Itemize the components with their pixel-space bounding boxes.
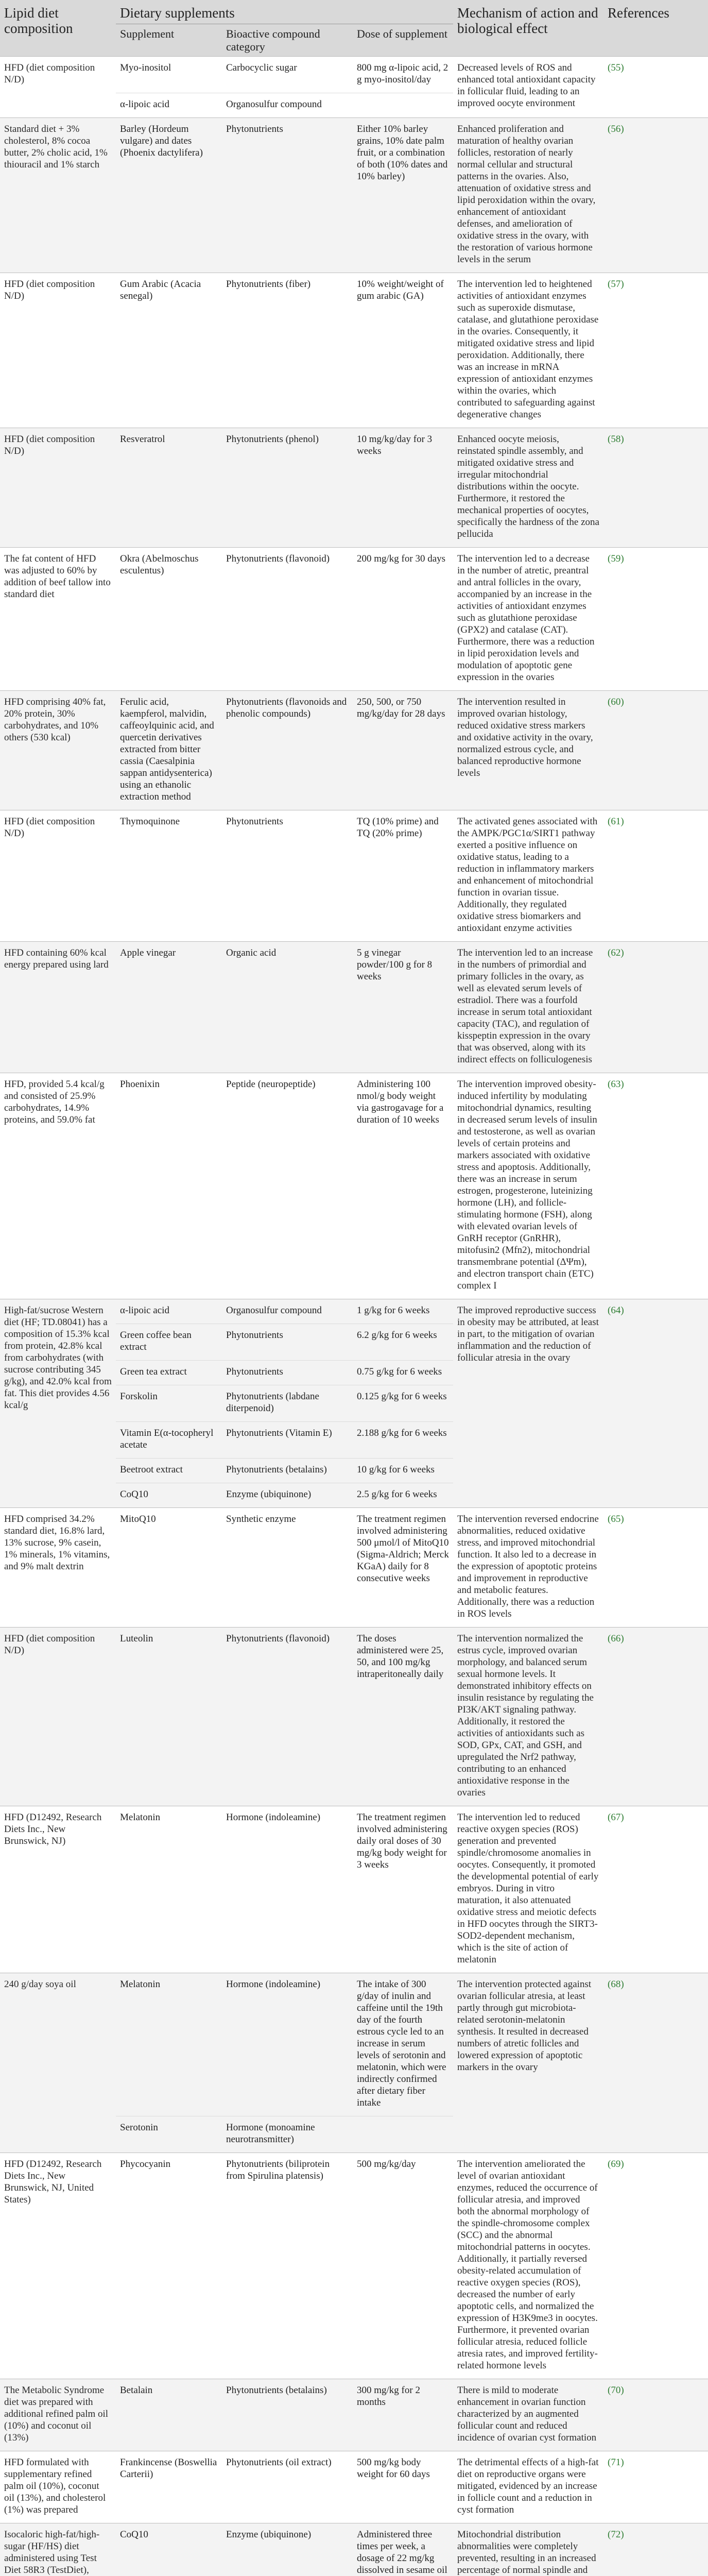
- cell-reference[interactable]: (58): [603, 428, 708, 548]
- cell-supplement: Barley (Hordeum vulgare) and dates (Phoenix dactylifera): [116, 118, 222, 273]
- cell-dose: 10 mg/kg/day for 3 weeks: [353, 428, 453, 548]
- cell-dose: 250, 500, or 750 mg/kg/day for 28 days: [353, 691, 453, 810]
- cell-supplement: Vitamin E(α-tocopheryl acetate: [116, 1422, 222, 1459]
- cell-reference[interactable]: (64): [603, 1299, 708, 1508]
- cell-category: Synthetic enzyme: [222, 1508, 353, 1628]
- cell-mechanism: Mitochondrial distribution abnormalities were completely prevented, resulting in an increased percentage of normal spindle and: [453, 2523, 603, 2576]
- cell-dose: [353, 2116, 453, 2153]
- table-row: [0, 2153, 708, 2379]
- header-references: References: [603, 0, 708, 57]
- cell-diet: HFD (D12492, Research Diets Inc., New Brunswick, NJ, United States): [0, 2153, 116, 2379]
- cell-reference[interactable]: (72): [603, 2523, 708, 2576]
- cell-diet: HFD comprising 40% fat, 20% protein, 30% carbohydrates, and 10% others (530 kcal): [0, 691, 116, 810]
- cell-dose: The treatment regimen involved administering 500 μmol/l of MitoQ10 (Sigma-Aldrich; Merck KGaA) daily for 8 consecutive weeks: [353, 1508, 453, 1628]
- table-row: [0, 1508, 708, 1628]
- table-row: [0, 1073, 708, 1299]
- table-row: [0, 548, 708, 691]
- table-row: [0, 1806, 708, 1973]
- header-supplement: Supplement: [116, 24, 222, 57]
- cell-supplement: Okra (Abelmoschus esculentus): [116, 548, 222, 691]
- cell-dose: 0.125 g/kg for 6 weeks: [353, 1385, 453, 1422]
- cell-category: Phytonutrients (biliprotein from Spirulina platensis): [222, 2153, 353, 2379]
- table-row: [0, 942, 708, 1073]
- cell-category: Phytonutrients (flavonoid): [222, 548, 353, 691]
- table-row: [0, 810, 708, 942]
- cell-supplement: Thymoquinone: [116, 810, 222, 942]
- table-row: [0, 428, 708, 548]
- table-row: [0, 57, 708, 93]
- cell-dose: 6.2 g/kg for 6 weeks: [353, 1324, 453, 1361]
- cell-reference[interactable]: (66): [603, 1628, 708, 1806]
- cell-diet: The Metabolic Syndrome diet was prepared with additional refined palm oil (10%) and coconut oil (13%): [0, 2379, 116, 2451]
- cell-reference[interactable]: (55): [603, 57, 708, 118]
- cell-mechanism: Enhanced oocyte meiosis, reinstated spindle assembly, and mitigated oxidative stress and irregular mitochondrial distributions within the oocyte. Furthermore, it restored the mechanical properties of oocytes, specifically the hardness of the zona pellucida: [453, 428, 603, 548]
- table-row: [0, 118, 708, 273]
- cell-supplement: Frankincense (Boswellia Carterii): [116, 2451, 222, 2523]
- cell-supplement: MitoQ10: [116, 1508, 222, 1628]
- cell-mechanism: Enhanced proliferation and maturation of healthy ovarian follicles, restoration of nearly normal cellular and structural patterns in the ovaries. Also, attenuation of oxidative stress and lipid peroxidation within the ovary, enhancement of antioxidant defenses, and amelioration of oxidative stress in the ovary, with the restoration of various hormone levels in the serum: [453, 118, 603, 273]
- cell-supplement: Resveratrol: [116, 428, 222, 548]
- cell-diet: 240 g/day soya oil: [0, 1973, 116, 2153]
- cell-supplement: CoQ10: [116, 1483, 222, 1508]
- cell-dose: The intake of 300 g/day of inulin and caffeine until the 19th day of the fourth estrous cycle led to an increase in serum levels of serotonin and melatonin, which were indirectly confirmed after dietary fiber intake: [353, 1973, 453, 2116]
- cell-supplement: Luteolin: [116, 1628, 222, 1806]
- cell-diet: HFD (diet composition N/D): [0, 810, 116, 942]
- cell-dose: 10% weight/weight of gum arabic (GA): [353, 273, 453, 428]
- cell-mechanism: The improved reproductive success in obesity may be attributed, at least in part, to the mitigation of ovarian inflammation and the reduction of follicular atresia in the ovary: [453, 1299, 603, 1508]
- table-body: [0, 57, 708, 2576]
- cell-dose: Administered three times per week, a dosage of 22 mg/kg dissolved in sesame oil: [353, 2523, 453, 2576]
- cell-diet: HFD containing 60% kcal energy prepared using lard: [0, 942, 116, 1073]
- cell-supplement: α-lipoic acid: [116, 1299, 222, 1324]
- cell-dose: 200 mg/kg for 30 days: [353, 548, 453, 691]
- cell-diet: The fat content of HFD was adjusted to 60% by addition of beef tallow into standard diet: [0, 548, 116, 691]
- cell-supplement: CoQ10: [116, 2523, 222, 2576]
- cell-dose: 2.188 g/kg for 6 weeks: [353, 1422, 453, 1459]
- cell-reference[interactable]: (60): [603, 691, 708, 810]
- cell-supplement: Ferulic acid, kaempferol, malvidin, caffeoylquinic acid, and quercetin derivatives extracted from bitter cassia (Caesalpinia sappan antidysenterica) using an ethanolic extraction method: [116, 691, 222, 810]
- cell-mechanism: The intervention reversed endocrine abnormalities, reduced oxidative stress, and improved mitochondrial function. It also led to a decrease in the expression of apoptotic proteins and improvement in reproductive and metabolic features. Additionally, there was a reduction in ROS levels: [453, 1508, 603, 1628]
- cell-reference[interactable]: (59): [603, 548, 708, 691]
- cell-mechanism: The intervention improved obesity-induced infertility by modulating mitochondrial dynamics, resulting in decreased serum levels of insulin and testosterone, as well as ovarian levels of certain proteins and markers associated with oxidative stress and apoptosis. Additionally, there was an increase in serum estrogen, progesterone, luteinizing hormone (LH), and follicle-stimulating hormone (FSH), along with elevated ovarian levels of GnRH receptor (GnRHR), mitofusin2 (Mfn2), mitochondrial transmembrane potential (ΔΨm), and electron transport chain (ETC) complex I: [453, 1073, 603, 1299]
- cell-mechanism: The activated genes associated with the AMPK/PGC1α/SIRT1 pathway exerted a positive influence on oxidative status, leading to a reduction in inflammatory markers and enhancement of mitochondrial function in ovarian tissue. Additionally, they regulated oxidative stress biomarkers and antioxidant enzyme activities: [453, 810, 603, 942]
- cell-category: Phytonutrients (phenol): [222, 428, 353, 548]
- cell-category: Phytonutrients: [222, 1361, 353, 1385]
- cell-category: Phytonutrients (labdane diterpenoid): [222, 1385, 353, 1422]
- cell-category: Hormone (indoleamine): [222, 1806, 353, 1973]
- cell-dose: The treatment regimen involved administering daily oral doses of 30 mg/kg body weight for 3 weeks: [353, 1806, 453, 1973]
- cell-category: Phytonutrients (Vitamin E): [222, 1422, 353, 1459]
- cell-supplement: Green tea extract: [116, 1361, 222, 1385]
- cell-mechanism: Decreased levels of ROS and enhanced total antioxidant capacity in follicular fluid, leading to an improved oocyte environment: [453, 57, 603, 118]
- cell-category: Hormone (indoleamine): [222, 1973, 353, 2116]
- table-row: [0, 273, 708, 428]
- cell-mechanism: The intervention resulted in improved ovarian histology, reduced oxidative stress markers and oxidative activity in the ovary, normalized estrous cycle, and balanced reproductive hormone levels: [453, 691, 603, 810]
- cell-category: Enzyme (ubiquinone): [222, 2523, 353, 2576]
- cell-dose: 1 g/kg for 6 weeks: [353, 1299, 453, 1324]
- cell-category: Peptide (neuropeptide): [222, 1073, 353, 1299]
- cell-dose: The doses administered were 25, 50, and 100 mg/kg intraperitoneally daily: [353, 1628, 453, 1806]
- cell-diet: HFD formulated with supplementary refined palm oil (10%), coconut oil (13%), and cholesterol (1%) was prepared: [0, 2451, 116, 2523]
- cell-mechanism: The intervention led to reduced reactive oxygen species (ROS) generation and prevented spindle/chromosome anomalies in oocytes. Consequently, it promoted the developmental potential of early embryos. During in vitro maturation, it also attenuated oxidative stress and meiotic defects in HFD oocytes through the SIRT3-SOD2-dependent mechanism, which is the site of action of melatonin: [453, 1806, 603, 1973]
- cell-category: Organosulfur compound: [222, 1299, 353, 1324]
- cell-dose: 300 mg/kg for 2 months: [353, 2379, 453, 2451]
- cell-supplement: Apple vinegar: [116, 942, 222, 1073]
- cell-reference[interactable]: (67): [603, 1806, 708, 1973]
- cell-supplement: Betalain: [116, 2379, 222, 2451]
- cell-supplement: Serotonin: [116, 2116, 222, 2153]
- cell-category: Phytonutrients (fiber): [222, 273, 353, 428]
- cell-mechanism: The intervention led to an increase in the numbers of primordial and primary follicles in the ovary, as well as elevated serum levels of estradiol. There was a fourfold increase in serum total antioxidant capacity (TAC), and regulation of kisspeptin expression in the ovary that was observed, along with its indirect effects on folliculogenesis: [453, 942, 603, 1073]
- header-category: Bioactive compound category: [222, 24, 353, 57]
- cell-category: Hormone (monoamine neurotransmitter): [222, 2116, 353, 2153]
- cell-mechanism: There is mild to moderate enhancement in ovarian function characterized by an augmented follicular count and reduced incidence of ovarian cyst formation: [453, 2379, 603, 2451]
- cell-category: Phytonutrients: [222, 118, 353, 273]
- cell-reference[interactable]: (62): [603, 942, 708, 1073]
- cell-supplement: Phoenixin: [116, 1073, 222, 1299]
- cell-category: Phytonutrients (oil extract): [222, 2451, 353, 2523]
- cell-supplement: Gum Arabic (Acacia senegal): [116, 273, 222, 428]
- cell-category: Phytonutrients (betalains): [222, 1459, 353, 1483]
- cell-category: Organic acid: [222, 942, 353, 1073]
- cell-diet: Isocaloric high-fat/high-sugar (HF/HS) diet administered using Test Diet 58R3 (TestDiet),: [0, 2523, 116, 2576]
- cell-reference[interactable]: (68): [603, 1973, 708, 2153]
- table-row: [0, 691, 708, 810]
- cell-category: Phytonutrients (flavonoids and phenolic compounds): [222, 691, 353, 810]
- cell-supplement: Phycocyanin: [116, 2153, 222, 2379]
- cell-mechanism: The detrimental effects of a high-fat diet on reproductive organs were mitigated, evidenced by an increase in follicle count and a reduction in cyst formation: [453, 2451, 603, 2523]
- cell-diet: HFD (diet composition N/D): [0, 57, 116, 118]
- cell-dose: Either 10% barley grains, 10% date palm fruit, or a combination of both (10% dates and 10% barley): [353, 118, 453, 273]
- header-dose: Dose of supplement: [353, 24, 453, 57]
- cell-supplement: Forskolin: [116, 1385, 222, 1422]
- cell-category: Phytonutrients (flavonoid): [222, 1628, 353, 1806]
- cell-dose: TQ (10% prime) and TQ (20% prime): [353, 810, 453, 942]
- cell-mechanism: The intervention protected against ovarian follicular atresia, at least partly through gut microbiota-related serotonin-melatonin synthesis. It resulted in decreased numbers of atretic follicles and lowered expression of apoptotic markers in the ovary: [453, 1973, 603, 2153]
- table-row: [0, 1973, 708, 2116]
- header-dietary-supplements: Dietary supplements: [116, 0, 453, 24]
- cell-supplement: Melatonin: [116, 1806, 222, 1973]
- cell-dose: 10 g/kg for 6 weeks: [353, 1459, 453, 1483]
- cell-dose: 2.5 g/kg for 6 weeks: [353, 1483, 453, 1508]
- cell-category: Phytonutrients: [222, 810, 353, 942]
- cell-dose: Administering 100 nmol/g body weight via gastrogavage for a duration of 10 weeks: [353, 1073, 453, 1299]
- cell-reference[interactable]: (61): [603, 810, 708, 942]
- cell-supplement: Beetroot extract: [116, 1459, 222, 1483]
- header-diet: Lipid diet composition: [0, 0, 116, 57]
- cell-category: Enzyme (ubiquinone): [222, 1483, 353, 1508]
- header-mechanism: Mechanism of action and biological effect: [453, 0, 603, 57]
- cell-reference[interactable]: (63): [603, 1073, 708, 1299]
- cell-dose: 500 mg/kg body weight for 60 days: [353, 2451, 453, 2523]
- cell-diet: HFD (diet composition N/D): [0, 1628, 116, 1806]
- cell-dose: [353, 93, 453, 118]
- cell-mechanism: The intervention normalized the estrus cycle, improved ovarian morphology, and balanced serum sexual hormone levels. It demonstrated inhibitory effects on insulin resistance by regulating the PI3K/AKT signaling pathway. Additionally, it restored the activities of antioxidants such as SOD, GPx, CAT, and GSH, and upregulated the Nrf2 pathway, contributing to an enhanced antioxidative response in the ovaries: [453, 1628, 603, 1806]
- cell-diet: HFD (diet composition N/D): [0, 273, 116, 428]
- cell-diet: High-fat/sucrose Western diet (HF; TD.08041) has a composition of 15.3% kcal from protein, 42.8% kcal from carbohydrates (with sucrose contributing 345 g/kg), and 42.0% kcal from fat. This diet provides 4.56 kcal/g: [0, 1299, 116, 1508]
- table-row: [0, 2379, 708, 2451]
- cell-supplement: Green coffee bean extract: [116, 1324, 222, 1361]
- cell-diet: HFD, provided 5.4 kcal/g and consisted of 25.9% carbohydrates, 14.9% proteins, and 59.0% fat: [0, 1073, 116, 1299]
- cell-supplement: Melatonin: [116, 1973, 222, 2116]
- table-row: [0, 1628, 708, 1806]
- cell-reference[interactable]: (71): [603, 2451, 708, 2523]
- cell-reference[interactable]: (56): [603, 118, 708, 273]
- table-row: [0, 1299, 708, 1324]
- cell-mechanism: The intervention led to a decrease in the number of atretic, preantral and antral follicles in the ovary, accompanied by an increase in the activities of antioxidant enzymes such as glutathione peroxidase (GPX2) and catalase (CAT). Furthermore, there was a reduction in lipid peroxidation levels and modulation of apoptotic gene expression in the ovaries: [453, 548, 603, 691]
- cell-dose: 5 g vinegar powder/100 g for 8 weeks: [353, 942, 453, 1073]
- cell-category: Carbocyclic sugar: [222, 57, 353, 93]
- cell-reference[interactable]: (69): [603, 2153, 708, 2379]
- cell-diet: HFD (diet composition N/D): [0, 428, 116, 548]
- cell-supplement: α-lipoic acid: [116, 93, 222, 118]
- cell-reference[interactable]: (70): [603, 2379, 708, 2451]
- cell-supplement: Myo-inositol: [116, 57, 222, 93]
- cell-mechanism: The intervention led to heightened activities of antioxidant enzymes such as superoxide dismutase, catalase, and glutathione peroxidase in the ovaries. Consequently, it mitigated oxidative stress and lipid peroxidation. Additionally, there was an increase in mRNA expression of antioxidant enzymes within the ovaries, which contributed to safeguarding against degenerative changes: [453, 273, 603, 428]
- cell-category: Phytonutrients (betalains): [222, 2379, 353, 2451]
- cell-diet: HFD (D12492, Research Diets Inc., New Brunswick, NJ): [0, 1806, 116, 1973]
- table-row: [0, 2523, 708, 2576]
- cell-dose: 800 mg α-lipoic acid, 2 g myo-inositol/day: [353, 57, 453, 93]
- cell-dose: 0.75 g/kg for 6 weeks: [353, 1361, 453, 1385]
- table-row: [0, 2451, 708, 2523]
- cell-dose: 500 mg/kg/day: [353, 2153, 453, 2379]
- cell-category: Organosulfur compound: [222, 93, 353, 118]
- cell-diet: HFD comprised 34.2% standard diet, 16.8% lard, 13% sucrose, 9% casein, 1% minerals, 1% vitamins, and 9% malt dextrin: [0, 1508, 116, 1628]
- cell-category: Phytonutrients: [222, 1324, 353, 1361]
- cell-reference[interactable]: (65): [603, 1508, 708, 1628]
- cell-reference[interactable]: (57): [603, 273, 708, 428]
- cell-mechanism: The intervention ameliorated the level of ovarian antioxidant enzymes, reduced the occurrence of follicular atresia, and improved both the abnormal morphology of the spindle-chromosome complex (SCC) and the abnormal mitochondrial patterns in oocytes. Additionally, it partially reversed obesity-related accumulation of reactive oxygen species (ROS), decreased the number of early apoptotic cells, and normalized the expression of H3K9me3 in oocytes. Furthermore, it prevented ovarian follicular atresia, reduced follicle atresia rates, and improved fertility-related hormone levels: [453, 2153, 603, 2379]
- cell-diet: Standard diet + 3% cholesterol, 8% cocoa butter, 2% cholic acid, 1% thiouracil and 1% starch: [0, 118, 116, 273]
